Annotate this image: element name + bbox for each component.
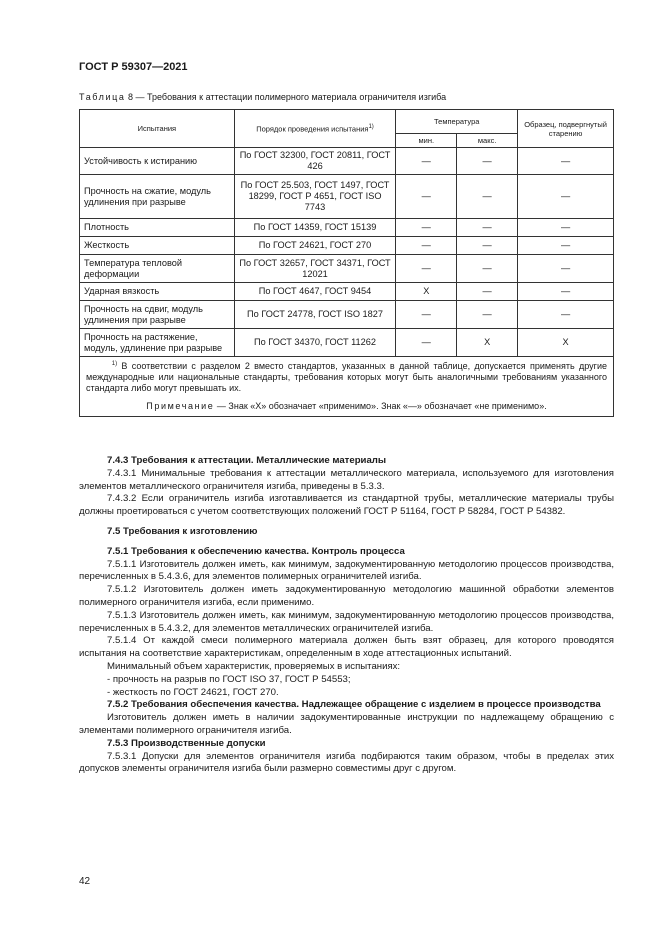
table-row xyxy=(80,329,614,357)
cell-test: Плотность xyxy=(80,219,235,237)
section-7-5-3-title: 7.5.3 Производственные допуски xyxy=(107,737,266,749)
section-7-4-3-1: 7.4.3.1 Минимальные требования к аттестации металлического материала, используемого для изготовления элементов металлического ограничителя изгиба, приведены в 5.3.3. xyxy=(79,467,614,492)
cell-procedure: По ГОСТ 24778, ГОСТ ISO 1827 xyxy=(234,301,396,329)
footnote-text: В соответствии с разделом 2 вместо стандартов, указанных в данной таблице, допускается применять другие международные или национальные стандарты, требования которых могут быть аналогичными требованиям указанного стандарта либо могут превышать их. xyxy=(86,361,607,393)
min-scope-text: Минимальный объем характеристик, проверяемых в испытаниях: xyxy=(107,660,401,672)
header-procedure: Порядок проведения испытания$^{1)}$ xyxy=(234,110,396,148)
note-text: — Знак «X» обозначает «применимо». Знак «—» обозначает «не применимо». xyxy=(216,401,547,412)
requirements-table xyxy=(79,109,614,417)
list-item-tensile: - прочность на разрыв по ГОСТ ISO 37, ГОСТ Р 54553; xyxy=(107,673,351,685)
page-number: 42 xyxy=(79,876,91,887)
section-7-5-2-text: Изготовитель должен иметь в наличии задокументированные инструкции по надлежащему обращению с элементами полимерного ограничителя изгиба. xyxy=(79,712,614,736)
cell-max: — xyxy=(457,148,518,175)
cell-test: Ударная вязкость xyxy=(80,283,235,301)
header-temperature: Температура xyxy=(396,110,518,134)
cell-procedure: По ГОСТ 32300, ГОСТ 20811, ГОСТ 426 xyxy=(234,148,396,175)
cell-procedure: По ГОСТ 24621, ГОСТ 270 xyxy=(234,237,396,255)
table-caption-text: 8 — Требования к аттестации полимерного материала ограничителя изгиба xyxy=(128,92,447,102)
cell-min: — xyxy=(396,255,457,283)
cell-min: X xyxy=(396,283,457,301)
section-7-4-3-title: 7.4.3 Требования к аттестации. Металлические материалы xyxy=(107,455,387,466)
header-min: мин. xyxy=(396,134,457,148)
cell-max: — xyxy=(457,237,518,255)
table-row xyxy=(80,237,614,255)
cell-min: — xyxy=(396,148,457,175)
body-text xyxy=(79,455,614,776)
cell-max: — xyxy=(457,283,518,301)
cell-test: Устойчивость к истиранию xyxy=(80,148,235,175)
table-body xyxy=(80,148,614,357)
cell-procedure: По ГОСТ 4647, ГОСТ 9454 xyxy=(234,283,396,301)
cell-procedure: По ГОСТ 14359, ГОСТ 15139 xyxy=(234,219,396,237)
section-7-4-3-2: 7.4.3.2 Если ограничитель изгиба изготавливается из стандартной трубы, металлические материалы трубы должны проетироваться с учетом соответствующих положений ГОСТ Р 51164, ГОСТ Р 58284, ГОСТ Р 54382. xyxy=(79,493,614,518)
table-row xyxy=(80,283,614,301)
cell-min: — xyxy=(396,329,457,357)
cell-max: X xyxy=(457,329,518,357)
cell-test: Жесткость xyxy=(80,237,235,255)
table-row xyxy=(80,219,614,237)
header-max: макс. xyxy=(457,134,518,148)
table-caption xyxy=(79,92,446,102)
cell-min: — xyxy=(396,301,457,329)
cell-test: Прочность на растяжение, модуль, удлинение при разрыве xyxy=(80,329,235,357)
table-note xyxy=(86,401,607,412)
cell-max: — xyxy=(457,255,518,283)
cell-aged: — xyxy=(518,283,614,301)
cell-max: — xyxy=(457,175,518,219)
table-row xyxy=(80,148,614,175)
footnote-mark: 1) xyxy=(111,361,118,368)
table-row xyxy=(80,175,614,219)
cell-max: — xyxy=(457,219,518,237)
section-7-5-2-title: 7.5.2 Требования обеспечения качества. Надлежащее обращение с изделием в процессе производства xyxy=(107,699,601,711)
section-7-5-3-1: 7.5.3.1 Допуски для элементов ограничителя изгиба подбираются таким образом, чтобы в пределах этих допусков элементы ограничителя изгиба были размерно совместимы друг с другом. xyxy=(79,750,614,775)
header-aged-sample: Образец, подвергнутый старению xyxy=(518,110,614,148)
cell-aged: — xyxy=(518,237,614,255)
footnote-cell xyxy=(80,357,614,417)
cell-procedure: По ГОСТ 32657, ГОСТ 34371, ГОСТ 12021 xyxy=(234,255,396,283)
section-7-5-1-4: 7.5.1.4 От каждой смеси полимерного материала должен быть взят образец, для которого проводятся испытания на соответствие характеристикам, определенным в ходе аттестационных испытаний. xyxy=(79,635,614,660)
header-procedure-footnote-mark: 1) xyxy=(368,123,374,130)
note-label: Примечание xyxy=(146,401,215,412)
document-code: ГОСТ Р 59307—2021 xyxy=(79,61,188,73)
header-test: Испытания xyxy=(80,110,235,148)
table-caption-prefix: Таблица xyxy=(79,92,126,102)
cell-aged: — xyxy=(518,175,614,219)
cell-test: Температура тепловой деформации xyxy=(80,255,235,283)
cell-test: Прочность на сжатие, модуль удлинения при разрыве xyxy=(80,175,235,219)
section-7-5-1-2: 7.5.1.2 Изготовитель должен иметь задокументированную методологию машинной обработки элементов полимерного ограничителя изгиба, если применимо. xyxy=(79,584,614,608)
cell-min: — xyxy=(396,237,457,255)
cell-procedure: По ГОСТ 25.503, ГОСТ 1497, ГОСТ 18299, ГОСТ Р 4651, ГОСТ ISO 7743 xyxy=(234,175,396,219)
section-7-5-1-3: 7.5.1.3 Изготовитель должен иметь, как минимум, задокументированную методологию процессов производства, перечисленных в 5.4.3.2, для элементов металлических ограничителей изгиба. xyxy=(79,609,614,634)
cell-aged: — xyxy=(518,148,614,175)
cell-aged: — xyxy=(518,255,614,283)
section-7-5-1-title: 7.5.1 Требования к обеспечению качества. Контроль процесса xyxy=(107,545,405,557)
cell-min: — xyxy=(396,219,457,237)
cell-test: Прочность на сдвиг, модуль удлинения при разрыве xyxy=(80,301,235,329)
cell-min: — xyxy=(396,175,457,219)
cell-aged: — xyxy=(518,219,614,237)
list-item-stiffness: - жесткость по ГОСТ 24621, ГОСТ 270. xyxy=(107,686,279,698)
cell-aged: X xyxy=(518,329,614,357)
table-row xyxy=(80,255,614,283)
cell-procedure: По ГОСТ 34370, ГОСТ 11262 xyxy=(234,329,396,357)
section-7-5-title: 7.5 Требования к изготовлению xyxy=(107,525,258,537)
cell-max: — xyxy=(457,301,518,329)
footnote xyxy=(86,361,607,393)
cell-aged: — xyxy=(518,301,614,329)
table-row xyxy=(80,301,614,329)
section-7-5-1-1: 7.5.1.1 Изготовитель должен иметь, как минимум, задокументированную методологию процессов производства, перечисленных в 5.4.3.6, для элементов полимерных ограничителей изгиба. xyxy=(79,558,614,583)
